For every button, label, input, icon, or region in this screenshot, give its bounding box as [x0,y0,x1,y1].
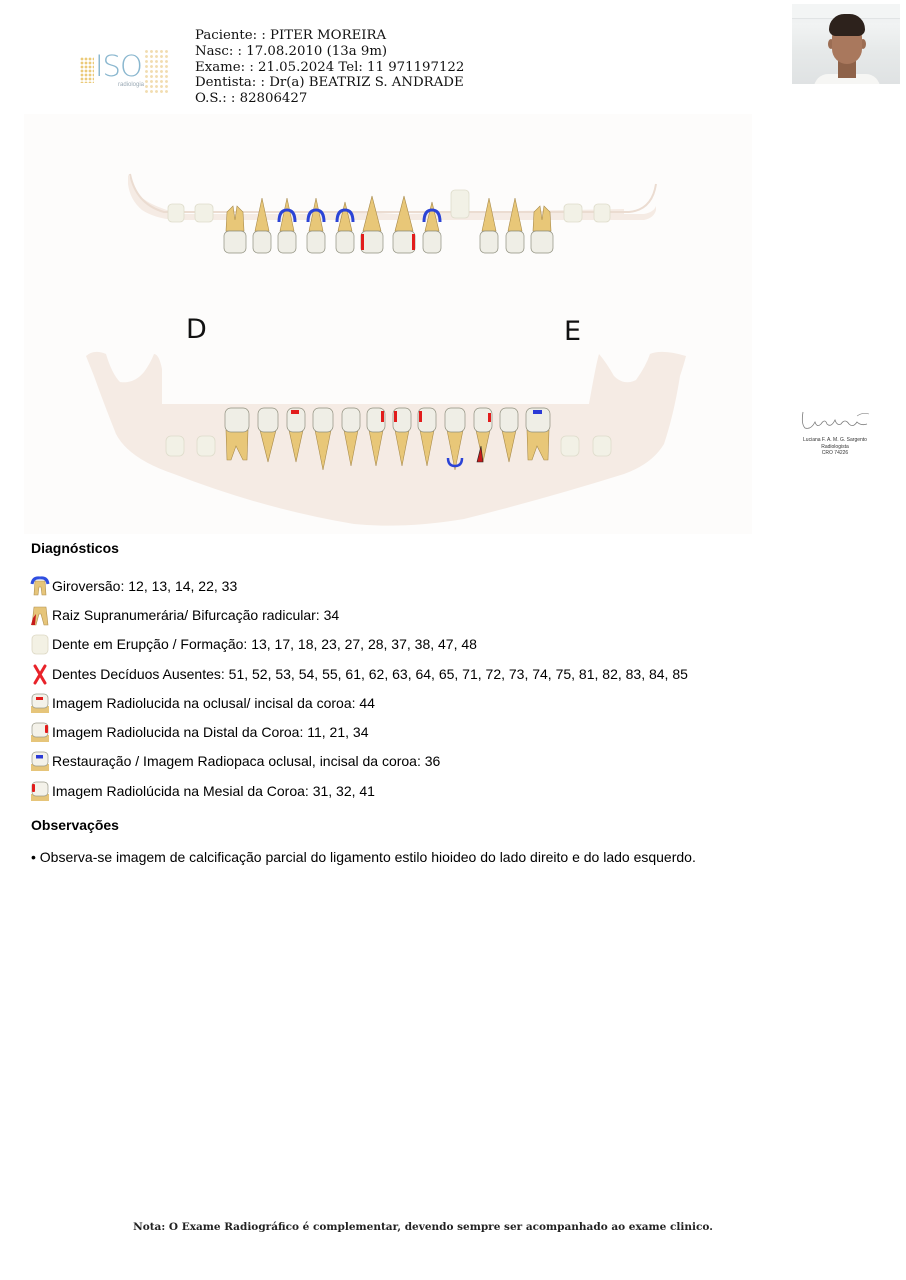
logo-dots-left [80,57,94,83]
crown [480,231,498,253]
diagnostic-item [29,747,688,776]
radiologist-signature [797,408,873,457]
logo-subtext: radiologia [118,82,145,88]
crown [342,408,360,432]
patient-name: Paciente: : PITER MOREIRA [195,28,387,43]
signature-role: Radiologista [821,443,849,450]
tooth-38 [593,436,611,456]
mesial-radiolucency [394,411,397,422]
dentist: Dentista: : Dr(a) BEATRIZ S. ANDRADE [195,75,464,91]
distal-radiolucency [412,234,415,250]
odontogram [24,114,752,534]
diagnostic-text: Dente em Erupção / Formação: 13, 17, 18, 23, 27, 28, 37, 38, 47, 48 [52,636,477,653]
forming-crown [166,436,184,456]
occlusal-radiolucent-icon [29,692,51,714]
diagnostic-text: Restauração / Imagem Radiopaca oclusal, incisal da coroa: 36 [52,753,441,770]
signature-scribble [797,408,873,432]
logo-text: ISO [95,49,142,83]
diagnostics-title: Diagnósticos [31,540,119,556]
diagnostic-item [29,776,688,805]
crown [313,408,333,432]
tooth-18 [168,204,184,222]
diagnostic-text: Raiz Supranumerária/ Bifurcação radicular: 34 [52,606,340,623]
crown [224,231,246,253]
crown [500,408,518,432]
diagnostic-item [29,717,688,746]
root [533,206,551,231]
tooth-17 [195,204,213,222]
crown [506,231,524,253]
mesial-radiolucent-icon [29,780,51,802]
tooth-13 [307,198,325,253]
restoration-marker [533,410,542,414]
root [395,196,413,231]
diagnostic-text: Giroversão: 12, 13, 14, 22, 33 [52,577,238,594]
crown [361,231,383,253]
tooth-22 [423,202,441,253]
forming-crown [564,204,582,222]
logo-dots-right [144,49,170,93]
side-label-right: D [186,314,207,345]
observation-item: • Observa-se imagem de calcificação parcial do ligamento estilo hioideo do lado direito e do lado esquerdo. [31,849,696,865]
missing-x-icon [29,663,51,685]
mesial-radiolucency [381,411,384,422]
forming-crown [195,204,213,222]
forming-crown [168,204,184,222]
patient-header [195,28,464,107]
diagnostic-item [29,630,688,659]
footer-note: Nota: O Exame Radiográfico é complementar, devendo sempre ser acompanhado ao exame clinico. [133,1221,713,1233]
tooth-14 [278,198,296,253]
forming-crown [593,436,611,456]
distal-radiolucency [488,413,491,422]
diagnostic-item [29,659,688,688]
tooth-21 [393,196,415,253]
odontogram-svg [24,114,752,534]
clinic-logo [78,45,174,97]
tooth-27 [564,204,582,222]
crown [307,231,325,253]
tooth-15 [253,198,271,253]
crown [258,408,278,432]
diagnostic-text: Dentes Decíduos Ausentes: 51, 52, 53, 54, 55, 61, 62, 63, 64, 65, 71, 72, 73, 74, 75, 81, 82, 83, 84, 85 [52,665,688,682]
erupting-tooth-icon [29,633,51,655]
diagnostic-text: Imagem Radiolucida na Distal da Coroa: 11, 21, 34 [52,724,369,741]
restoration-icon [29,750,51,772]
patient-birth: Nasc: : 17.08.2010 (13a 9m) [195,43,388,59]
forming-crown [197,436,215,456]
tooth-47 [197,436,215,456]
crown [336,231,354,253]
diagnostic-text: Imagem Radiolucida na oclusal/ incisal da coroa: 44 [52,694,375,711]
diagnostic-item [29,688,688,717]
tooth-23 [451,190,469,218]
rotation-icon [29,575,51,597]
crown [423,231,441,253]
crown [531,231,553,253]
distal-radiolucent-icon [29,721,51,743]
crown [393,231,415,253]
diagnostic-item [29,600,688,629]
crown [253,231,271,253]
forming-crown [561,436,579,456]
occlusal-radiolucency [291,410,299,414]
diagnostic-item [29,571,688,600]
exam-date-phone: Exame: : 21.05.2024 Tel: 11 971197122 [195,59,465,75]
signature-name: Luciana F. A. M. G. Sargento [803,437,867,443]
tooth-37 [561,436,579,456]
side-label-left: E [564,316,582,347]
signature-registration: CRO 74226 [821,450,849,456]
observations-title: Observações [31,817,119,833]
supernumerary-root-icon [29,604,51,626]
crown [225,408,249,432]
tooth-25 [506,198,524,253]
crown [445,408,465,432]
tooth-28 [594,204,610,222]
mesial-radiolucency [419,411,422,422]
patient-photo [792,4,900,84]
tooth-12 [336,202,354,253]
diagnostic-text: Imagem Radiolúcida na Mesial da Coroa: 31, 32, 41 [52,782,375,799]
diagnostics-list [29,571,688,805]
order-number: O.S.: : 82806427 [195,91,308,107]
crown [278,231,296,253]
forming-crown [451,190,469,218]
tooth-11 [361,196,383,253]
distal-radiolucency [361,234,364,250]
tooth-48 [166,436,184,456]
tooth-16 [224,206,246,253]
tooth-24 [480,198,498,253]
upper-teeth [168,190,610,253]
forming-crown [594,204,610,222]
root [226,206,244,231]
